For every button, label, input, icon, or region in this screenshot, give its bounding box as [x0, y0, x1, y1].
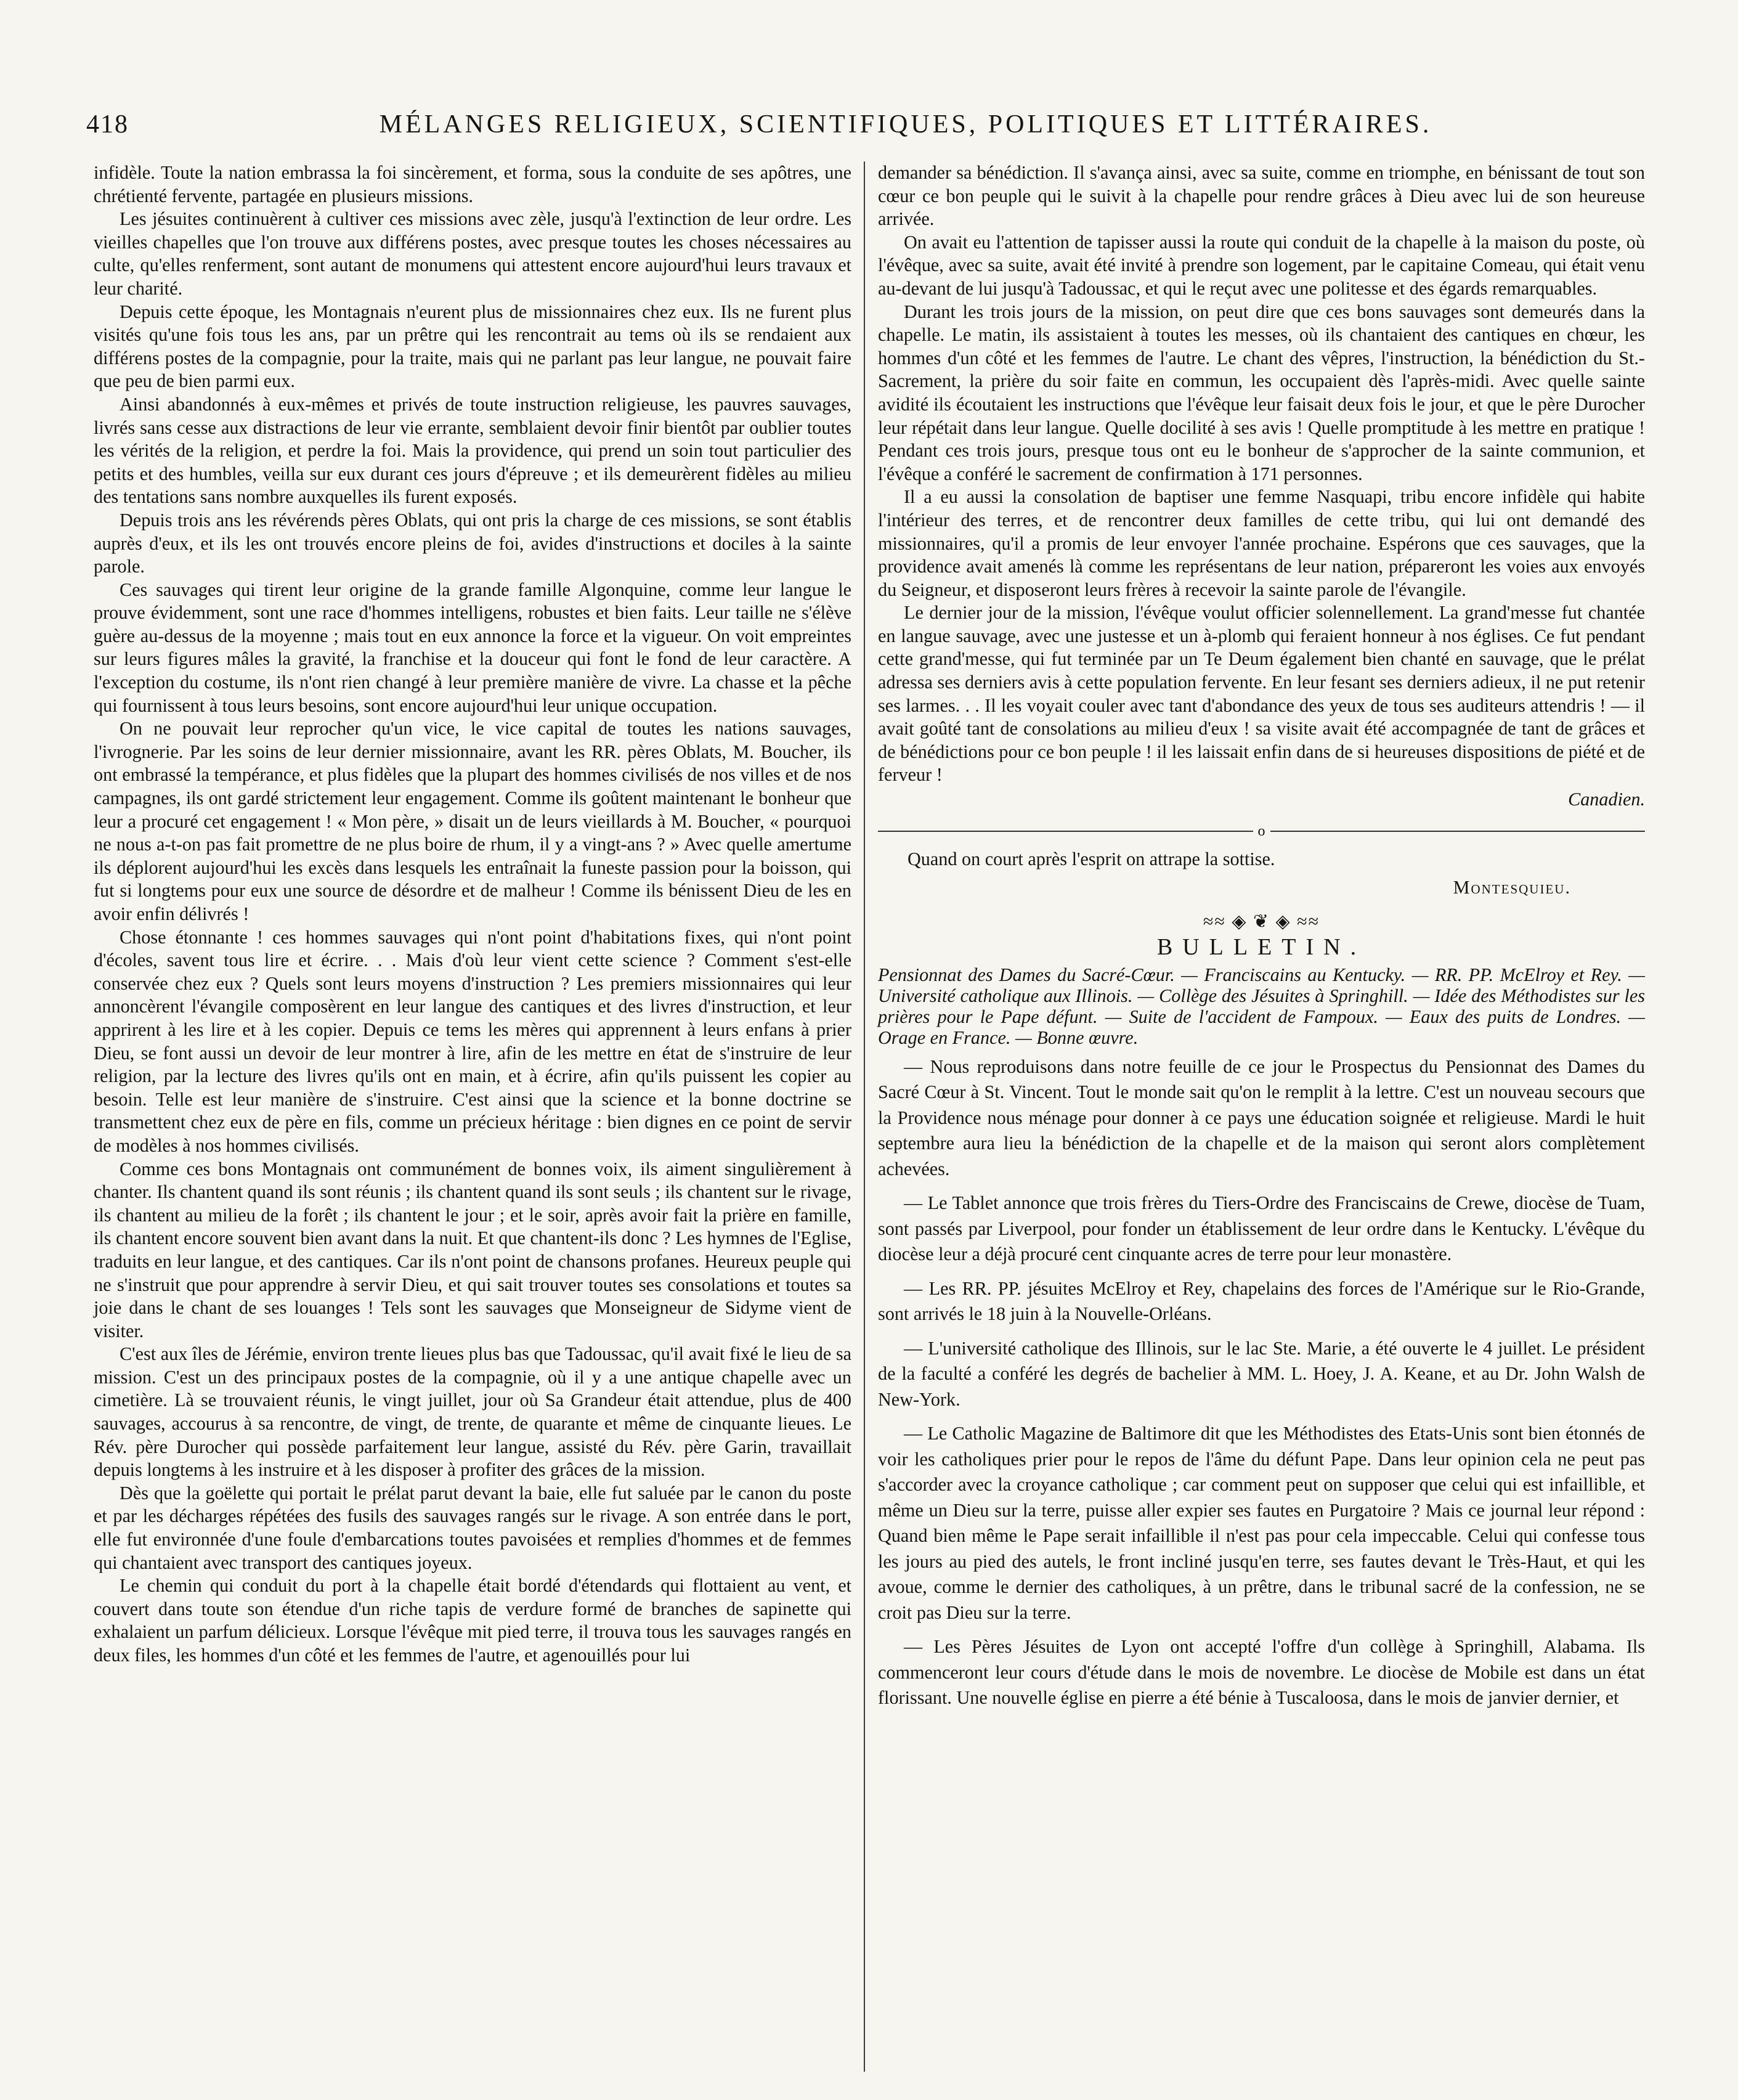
paragraph: C'est aux îles de Jérémie, environ trente lieues plus bas que Tadoussac, qu'il avait fixé le lieu de sa mission. C'est un des principaux postes de la compagnie, où il y a une antique chapelle avec un cimetière. Là se trouvaient réunis, le vingt juillet, jour où Sa Grandeur était attendue, plus de 400 sauvages, accourus à sa rencontre, de vingt, de trente, de quarante et même de cinquante lieues. Le Rév. père Durocher qui possède parfaitement leur langue, assisté du Rév. père Garin, travaillait depuis longtems à les instruire et à les disposer à profiter des grâces de la mission. — [94, 1343, 851, 1481]
rule-mark: o — [1257, 823, 1265, 839]
running-head — [86, 110, 1646, 140]
epigraph-author: Montesquieu. — [1453, 876, 1571, 898]
news-item: — Les RR. PP. jésuites McElroy et Rey, chapelains des forces de l'Amérique sur le Rio-Grande, sont arrivés le 18 juin à la Nouvelle-Orléans. — [878, 1277, 1645, 1325]
ornament-divider: ≈≈ ◈ ❦ ◈ ≈≈ — [1203, 911, 1320, 932]
paragraph: Il a eu aussi la consolation de baptiser une femme Nasquapi, tribu encore infidèle qui habite l'intérieur des terres, et de rencontrer deux familles de cette tribu, qui lui ont demandé des missionnaires, qu'il a promis de leur envoyer l'année prochaine. Espérons que ces sauvages, que la providence avait amenés là comme les représentans de leur nation, prépareront les voies aux envoyés du Seigneur, et disposeront leurs frères à recevoir la sainte parole de l'évangile. — [878, 486, 1645, 600]
news-item: — L'université catholique des Illinois, sur le lac Ste. Marie, a été ouverte le 4 juillet. Le président de la faculté a conféré les degrés de bachelier à MM. L. Hoey, J. A. Keane, et au Dr. John Walsh de New-York. — [878, 1337, 1645, 1410]
paragraph: Ces sauvages qui tirent leur origine de la grande famille Algonquine, comme leur langue le prouve évidemment, sont une race d'hommes intelligens, robustes et bien faits. Leur taille ne s'élève guère au-dessus de la moyenne ; mais tout en eux annonce la force et la vigueur. On voit empreintes sur leurs figures mâles la gravité, la franchise et la douceur qui font le fond de leur caractère. A l'exception du costume, ils n'ont rien changé à leur première manière de vivre. La chasse et la pêche qui fournissent à tous leurs besoins, sont encore aujourd'hui leur unique occupation. — [94, 579, 851, 716]
article-signature: Canadien. — [1568, 789, 1645, 810]
epigraph: Quand on court après l'esprit on attrape la sottise. — [908, 849, 1275, 870]
section-rule — [878, 820, 1645, 844]
left-column — [94, 161, 851, 2075]
paragraph: Durant les trois jours de la mission, on peut dire que ces bons sauvages sont demeurés dans la chapelle. Le matin, ils assistaient à toutes les messes, où ils chantaient des cantiques en chœur, les hommes d'un côté et les femmes de l'autre. Le chant des vêpres, l'instruction, la bénédiction du St.-Sacrement, la prière du soir faite en commun, les occupaient dès l'après-midi. Avec quelle sainte avidité ils écoutaient les instructions que l'évêque leur faisait deux fois le jour, et que le père Durocher leur répétait dans leur langue. Quelle docilité à ses avis ! Quelle promptitude à les mettre en pratique ! Pendant ces trois jours, presque tous ont eu le bonheur de s'approcher de la sainte communion, et l'évêque a conféré le sacrement de confirmation à 171 personnes. — [878, 301, 1645, 484]
paragraph: Le chemin qui conduit du port à la chapelle était bordé d'étendards qui flottaient au vent, et couvert dans toute son étendue d'un riche tapis de verdure formé de branches de sapinette qui exhalaient un parfum délicieux. Lorsque l'évêque mit pied terre, il trouva tous les sauvages rangés en deux files, les hommes d'un côté et les femmes de l'autre, et agenouillés pour lui — [94, 1575, 851, 1666]
bulletin-summary: Pensionnat des Dames du Sacré-Cœur. — Franciscains au Kentucky. — RR. PP. McElroy et Rey. — Université catholique aux Illinois. — Collège des Jésuites à Springhill. — Idée des Méthodistes sur les prières pour le Pape défunt. — Suite de l'accident de Fampoux. — Eaux des puits de Londres. — Orage en France. — Bonne œuvre. — [878, 964, 1645, 1048]
news-item: — Le Catholic Magazine de Baltimore dit que les Méthodistes des Etats-Unis sont bien étonnés de voir les catholiques prier pour le repos de l'âme du défunt Pape. Dans leur opinion cela ne peut pas s'accorder avec la croyance catholique ; car comment peut on supposer que celui qui est infaillible, et même un Dieu sur la terre, puisse aller expier ses fautes en Purgatoire ? Mais ce journal leur répond : Quand bien même le Pape serait infaillible il n'est pas pour cela impeccable. Celui qui confesse tous les jours au pied des autels, le front incliné jusqu'en terre, ses fautes devant le Très-Haut, et qui les avoue, comme le dernier des catholiques, à un prêtre, dans le tribunal sacré de la confession, ne se croit pas Dieu sur la terre. — [878, 1423, 1645, 1623]
page-number: 418 — [86, 110, 129, 139]
paragraph: On avait eu l'attention de tapisser aussi la route qui conduit de la chapelle à la maison du poste, où l'évêque, avec sa suite, avait été invité à prendre son logement, par le capitaine Comeau, qui était venu au-devant de lui jusqu'à Tadoussac, et qui le reçut avec une politesse et des égards remarquables. — [878, 231, 1645, 299]
news-item: — Nous reproduisons dans notre feuille de ce jour le Prospectus du Pensionnat des Dames du Sacré Cœur à St. Vincent. Tout le monde sait qu'on le remplit à la lettre. C'est un nouveau secours que la Providence nous ménage pour donner à ce pays une éducation soignée et religieuse. Mardi le huit septembre aura lieu la bénédiction de la chapelle et de la maison qui seront alors complètement achevées. — [878, 1056, 1645, 1179]
news-item: — Les Pères Jésuites de Lyon ont accepté l'offre d'un collège à Springhill, Alabama. Ils commenceront leur cours d'étude dans le mois de novembre. Le diocèse de Mobile est dans un état florissant. Une nouvelle église en pierre a été bénie à Tuscaloosa, dans le mois de janvier dernier, et — [878, 1636, 1645, 1709]
bulletin-title: BULLETIN. — [1156, 934, 1366, 960]
paragraph: infidèle. Toute la nation embrassa la foi sincèrement, et forma, sous la conduite de ses apôtres, une chrétienté fervente, partagée en plusieurs missions. — [94, 162, 851, 206]
bulletin-news — [878, 1054, 1645, 1711]
right-column — [878, 161, 1645, 2075]
page-header-title: MÉLANGES RELIGIEUX, SCIENTIFIQUES, POLITIQUES ET LITTÉRAIRES. — [379, 110, 1432, 139]
paragraph: Comme ces bons Montagnais ont communément de bonnes voix, ils aiment singulièrement à chanter. Ils chantent quand ils sont réunis ; ils chantent quand ils sont seuls ; ils chantent sur le rivage, ils chantent au milieu de la forêt ; ils chantent le jour ; et le soir, après avoir fait la prière en famille, ils chantent encore souvent bien avant dans la nuit. Et que chantent-ils donc ? Les hymnes de l'Eglise, traduits en leur langue, et des cantiques. Car ils n'ont point de chansons profanes. Heureux peuple qui ne s'instruit que pour apprendre à servir Dieu, et qui sait trouver toutes ses consolations et toutes sa joie dans le chant de ses louanges ! Tels sont les sauvages que Monseigneur de Sidyme vient de visiter. — [94, 1158, 851, 1341]
paragraph: Les jésuites continuèrent à cultiver ces missions avec zèle, jusqu'à l'extinction de leur ordre. Les vieilles chapelles que l'on trouve aux différens postes, avec presque toutes les choses nécessaires au culte, qu'elles renferment, sont autant de monumens qui attestent encore aujourd'hui leurs travaux et leur charité. — [94, 208, 851, 299]
paragraph: Dès que la goëlette qui portait le prélat parut devant la baie, elle fut saluée par le canon du poste et par les décharges répétées des fusils des sauvages rangés sur le rivage. A son entrée dans le port, elle fut environnée d'une foule d'embarcations toutes pavoisées et remplies d'hommes et de femmes qui chantaient avec transport des cantiques joyeux. — [94, 1482, 851, 1573]
paragraph: Chose étonnante ! ces hommes sauvages qui n'ont point d'habitations fixes, qui n'ont point d'écoles, savent tous lire et écrire. . . Mais d'où leur vient cette science ? Comment s'est-elle conservée chez eux ? Quels sont leurs moyens d'instruction ? Les premiers missionnaires qui leur annoncèrent l'évangile composèrent en leur langue des cantiques et des livres d'instruction, et leur apprirent à les lire et à les copier. Depuis ce tems les mères qui apprennent à leurs enfans à prier Dieu, se font aussi un devoir de leur montrer à lire, afin de les mettre en état de s'instruire de leur religion, par la lecture des livres qu'ils ont en main, et à écrire, afin qu'ils puissent les copier au besoin. Telle est leur manière de s'instruire. C'est ainsi que la science et la bonne doctrine se transmettent chez eux de père en fils, comme un précieux héritage : bien dignes en ce point de servir de modèles à nos hommes civilisés. — [94, 926, 851, 1156]
news-item: — Le Tablet annonce que trois frères du Tiers-Ordre des Franciscains de Crewe, diocèse de Tuam, sont passés par Liverpool, pour fonder un établissement de leur ordre dans le Kentucky. L'évêque du diocèse leur a déjà procuré cent cinquante acres de terre pour leur monastère. — [878, 1192, 1645, 1265]
paragraph: On ne pouvait leur reprocher qu'un vice, le vice capital de toutes les nations sauvages, l'ivrognerie. Par les soins de leur dernier missionnaire, avant les RR. pères Oblats, M. Boucher, ils ont embrassé la tempérance, et plus fidèles que la plupart des hommes civilisés de nos villes et de nos campagnes, ils ont gardé strictement leur engagement. Comme ils goûtent maintenant le bonheur que leur a procuré cet engagement ! « Mon père, » disait un de leurs vieillards à M. Boucher, « pourquoi ne nous a-t-on pas fait promettre de ne plus boire de rhum, il y a vingt-ans ? » Avec quelle amertume ils déplorent aujourd'hui les excès dans lesquels les entraînait la funeste passion pour la boisson, qui fut si longtems pour eux une source de désordre et de malheur ! Comme ils bénissent Dieu de les en avoir enfin délivrés ! — [94, 718, 851, 924]
paragraph: Le dernier jour de la mission, l'évêque voulut officier solennellement. La grand'messe fut chantée en langue sauvage, avec une justesse et un à-plomb qui feraient honneur à nos églises. Ce fut pendant cette grand'messe, qui fut terminée par un Te Deum également bien chanté en sauvage, que le prélat adressa ses derniers avis à cette population fervente. En leur fesant ses derniers adieux, il ne put retenir ses larmes. . . Il les voyait couler avec tant d'abondance des yeux de tous ses auditeurs attendris ! — il avait goûté tant de consolations au milieu d'eux ! sa visite avait été accompagnée de tant de grâces et de bénédictions pour ce bon peuple ! il les laissait enfin dans de si heureuses dispositions de piété et de ferveur ! — [878, 602, 1645, 786]
paragraph: Ainsi abandonnés à eux-mêmes et privés de toute instruction religieuse, les pauvres sauvages, livrés sans cesse aux distractions de leur vie errante, semblaient devoir finir bientôt par oublier toutes les vérités de la religion, et perdre la foi. Mais la providence, qui prend un soin tout particulier des petits et des humbles, veilla sur eux durant ces jours d'épreuve ; et ils demeurèrent fidèles au milieu des tentations sans nombre auxquelles ils furent exposés. — [94, 393, 851, 508]
column-divider — [864, 161, 865, 2072]
paragraph: Depuis trois ans les révérends pères Oblats, qui ont pris la charge de ces missions, se sont établis auprès d'eux, et ils les ont trouvés encore pleins de foi, avides d'instructions et dociles à la sainte parole. — [94, 509, 851, 577]
paragraph: Depuis cette époque, les Montagnais n'eurent plus de missionnaires chez eux. Ils ne furent plus visités qu'une fois tous les ans, par un prêtre qui les rencontrait au tems où ils se rendaient aux différens postes de la compagnie, pour la traite, mais qui ne parlant pas leur langue, ne pouvait faire que peu de bien parmi eux. — [94, 301, 851, 392]
paragraph: demander sa bénédiction. Il s'avança ainsi, avec sa suite, comme en triomphe, en bénissant de tout son cœur ce bon peuple qui le suivit à la chapelle pour rendre grâces à Dieu avec lui de son heureuse arrivée. — [878, 162, 1645, 230]
